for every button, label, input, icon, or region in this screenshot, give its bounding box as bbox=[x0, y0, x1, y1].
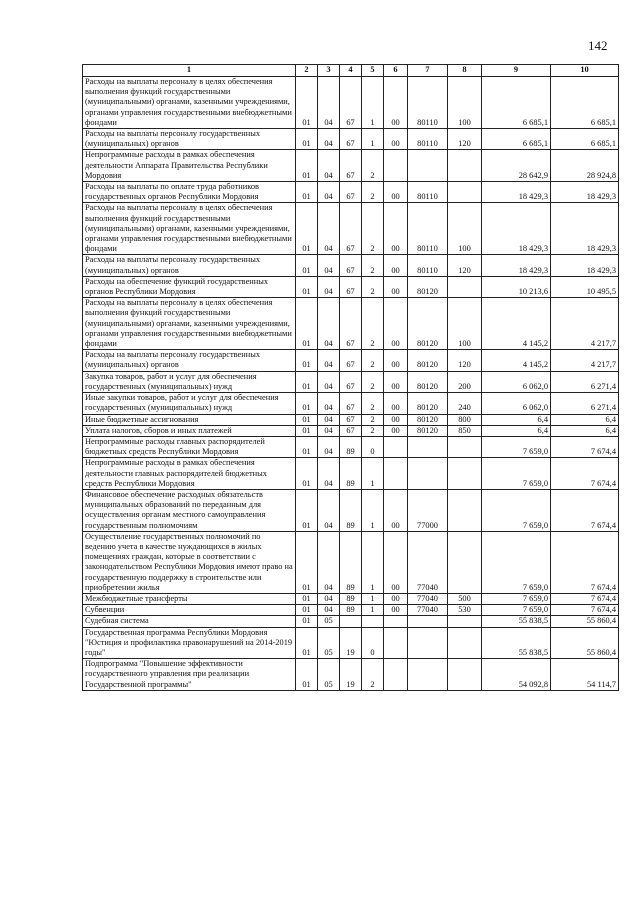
code-cell: 01 bbox=[296, 77, 318, 129]
amount-cell: 7 659,0 bbox=[482, 489, 551, 531]
table-row bbox=[83, 255, 619, 276]
code-cell: 01 bbox=[296, 276, 318, 297]
code-cell: 240 bbox=[448, 393, 482, 414]
code-cell: 77040 bbox=[408, 605, 448, 616]
code-cell: 01 bbox=[296, 371, 318, 392]
code-cell bbox=[448, 659, 482, 691]
row-name-cell: Судебная система bbox=[83, 616, 296, 627]
row-name-cell: Иные закупки товаров, работ и услуг для обеспечения государственных (муниципальных) нужд bbox=[83, 393, 296, 414]
code-cell bbox=[408, 627, 448, 659]
amount-cell: 6 685,1 bbox=[551, 77, 619, 129]
code-cell bbox=[362, 616, 384, 627]
table-row bbox=[83, 593, 619, 604]
code-cell: 04 bbox=[318, 129, 340, 150]
table-row bbox=[83, 436, 619, 457]
code-cell: 01 bbox=[296, 393, 318, 414]
code-cell: 67 bbox=[340, 350, 362, 371]
amount-cell: 54 114,7 bbox=[551, 659, 619, 691]
amount-cell: 7 674,4 bbox=[551, 593, 619, 604]
code-cell: 80110 bbox=[408, 129, 448, 150]
code-cell: 800 bbox=[448, 414, 482, 425]
code-cell: 04 bbox=[318, 276, 340, 297]
code-cell: 2 bbox=[362, 393, 384, 414]
code-cell: 2 bbox=[362, 414, 384, 425]
code-cell: 01 bbox=[296, 414, 318, 425]
code-cell bbox=[448, 531, 482, 593]
amount-cell: 10 213,6 bbox=[482, 276, 551, 297]
table-row bbox=[83, 276, 619, 297]
code-cell: 120 bbox=[448, 129, 482, 150]
code-cell: 05 bbox=[318, 659, 340, 691]
row-name-cell: Закупка товаров, работ и услуг для обеспечения государственных (муниципальных) нужд bbox=[83, 371, 296, 392]
amount-cell: 6,4 bbox=[551, 425, 619, 436]
row-name-cell: Непрограммные расходы в рамках обеспечения деятельности Аппарата Правительства Республики Мордовия bbox=[83, 150, 296, 182]
row-name-cell: Субвенции bbox=[83, 605, 296, 616]
code-cell: 77000 bbox=[408, 489, 448, 531]
code-cell bbox=[384, 458, 408, 490]
code-cell: 00 bbox=[384, 203, 408, 255]
table-row bbox=[83, 182, 619, 203]
code-cell: 67 bbox=[340, 425, 362, 436]
table-row bbox=[83, 616, 619, 627]
code-cell: 04 bbox=[318, 531, 340, 593]
code-cell: 01 bbox=[296, 616, 318, 627]
amount-cell: 18 429,3 bbox=[482, 203, 551, 255]
code-cell: 530 bbox=[448, 605, 482, 616]
code-cell: 05 bbox=[318, 616, 340, 627]
code-cell: 04 bbox=[318, 150, 340, 182]
code-cell: 67 bbox=[340, 129, 362, 150]
code-cell: 80110 bbox=[408, 203, 448, 255]
code-cell bbox=[408, 150, 448, 182]
table-row bbox=[83, 458, 619, 490]
column-header: 5 bbox=[362, 65, 384, 77]
code-cell bbox=[408, 616, 448, 627]
code-cell: 19 bbox=[340, 659, 362, 691]
code-cell bbox=[384, 627, 408, 659]
code-cell: 01 bbox=[296, 605, 318, 616]
row-name-cell: Расходы на выплаты персоналу в целях обеспечения выполнения функций государственными (муниципальными) органами, казенными учреждениями, органами управления государственными внебюджетными фондами bbox=[83, 77, 296, 129]
code-cell bbox=[384, 150, 408, 182]
amount-cell: 6 685,1 bbox=[482, 77, 551, 129]
code-cell bbox=[448, 182, 482, 203]
code-cell bbox=[448, 458, 482, 490]
amount-cell: 18 429,3 bbox=[482, 182, 551, 203]
row-name-cell: Расходы на выплаты по оплате труда работников государственных органов Республики Мордовия bbox=[83, 182, 296, 203]
code-cell: 80120 bbox=[408, 350, 448, 371]
amount-cell: 6 271,4 bbox=[551, 371, 619, 392]
code-cell: 100 bbox=[448, 298, 482, 350]
table-row bbox=[83, 531, 619, 593]
row-name-cell: Подпрограмма "Повышение эффективности государственного управления при реализации Государственной программы" bbox=[83, 659, 296, 691]
code-cell: 2 bbox=[362, 298, 384, 350]
column-header: 7 bbox=[408, 65, 448, 77]
code-cell: 04 bbox=[318, 203, 340, 255]
code-cell: 120 bbox=[448, 350, 482, 371]
code-cell: 2 bbox=[362, 276, 384, 297]
row-name-cell: Финансовое обеспечение расходных обязательств муниципальных образований по переданным для осуществления органам местного самоуправления государственным полномочиям bbox=[83, 489, 296, 531]
amount-cell: 7 674,4 bbox=[551, 458, 619, 490]
code-cell: 80110 bbox=[408, 182, 448, 203]
amount-cell: 6,4 bbox=[482, 414, 551, 425]
table-row bbox=[83, 627, 619, 659]
code-cell: 89 bbox=[340, 531, 362, 593]
column-header: 9 bbox=[482, 65, 551, 77]
code-cell bbox=[448, 627, 482, 659]
code-cell bbox=[384, 616, 408, 627]
code-cell: 2 bbox=[362, 255, 384, 276]
code-cell: 1 bbox=[362, 593, 384, 604]
table-body bbox=[83, 77, 619, 691]
amount-cell: 7 659,0 bbox=[482, 458, 551, 490]
amount-cell: 4 145,2 bbox=[482, 298, 551, 350]
row-name-cell: Непрограммные расходы в рамках обеспечения деятельности главных распорядителей бюджетных средств Республики Мордовия bbox=[83, 458, 296, 490]
code-cell: 04 bbox=[318, 298, 340, 350]
code-cell: 80120 bbox=[408, 371, 448, 392]
code-cell: 67 bbox=[340, 203, 362, 255]
row-name-cell: Межбюджетные трансферты bbox=[83, 593, 296, 604]
code-cell: 67 bbox=[340, 150, 362, 182]
amount-cell: 18 429,3 bbox=[551, 255, 619, 276]
row-name-cell: Уплата налогов, сборов и иных платежей bbox=[83, 425, 296, 436]
code-cell: 100 bbox=[448, 203, 482, 255]
code-cell: 1 bbox=[362, 129, 384, 150]
code-cell: 89 bbox=[340, 458, 362, 490]
table-row bbox=[83, 129, 619, 150]
table-row bbox=[83, 414, 619, 425]
code-cell: 2 bbox=[362, 150, 384, 182]
code-cell: 04 bbox=[318, 77, 340, 129]
code-cell: 01 bbox=[296, 182, 318, 203]
row-name-cell: Расходы на выплаты персоналу государственных (муниципальных) органов bbox=[83, 350, 296, 371]
code-cell: 01 bbox=[296, 627, 318, 659]
row-name-cell: Непрограммные расходы главных распорядителей бюджетных средств Республики Мордовия bbox=[83, 436, 296, 457]
amount-cell: 6 271,4 bbox=[551, 393, 619, 414]
code-cell: 00 bbox=[384, 393, 408, 414]
code-cell: 2 bbox=[362, 371, 384, 392]
column-header: 3 bbox=[318, 65, 340, 77]
code-cell: 2 bbox=[362, 659, 384, 691]
amount-cell: 55 838,5 bbox=[482, 627, 551, 659]
column-header: 6 bbox=[384, 65, 408, 77]
code-cell: 80120 bbox=[408, 425, 448, 436]
code-cell: 04 bbox=[318, 425, 340, 436]
code-cell: 500 bbox=[448, 593, 482, 604]
row-name-cell: Расходы на обеспечение функций государственных органов Республики Мордовия bbox=[83, 276, 296, 297]
code-cell: 00 bbox=[384, 182, 408, 203]
code-cell: 80110 bbox=[408, 77, 448, 129]
amount-cell: 6,4 bbox=[551, 414, 619, 425]
table-row bbox=[83, 350, 619, 371]
code-cell: 01 bbox=[296, 203, 318, 255]
code-cell: 04 bbox=[318, 489, 340, 531]
code-cell: 01 bbox=[296, 458, 318, 490]
code-cell: 80110 bbox=[408, 255, 448, 276]
code-cell: 2 bbox=[362, 182, 384, 203]
code-cell: 2 bbox=[362, 203, 384, 255]
code-cell: 2 bbox=[362, 425, 384, 436]
amount-cell: 54 092,8 bbox=[482, 659, 551, 691]
budget-table bbox=[82, 64, 619, 691]
amount-cell: 6,4 bbox=[482, 425, 551, 436]
amount-cell: 7 674,4 bbox=[551, 489, 619, 531]
code-cell: 100 bbox=[448, 77, 482, 129]
code-cell bbox=[408, 659, 448, 691]
code-cell: 67 bbox=[340, 393, 362, 414]
amount-cell: 18 429,3 bbox=[482, 255, 551, 276]
amount-cell: 18 429,3 bbox=[551, 182, 619, 203]
table-row bbox=[83, 203, 619, 255]
row-name-cell: Расходы на выплаты персоналу в целях обеспечения выполнения функций государственными (муниципальными) органами, казенными учреждениями, органами управления государственными внебюджетными фондами bbox=[83, 298, 296, 350]
code-cell: 00 bbox=[384, 531, 408, 593]
code-cell: 04 bbox=[318, 593, 340, 604]
code-cell: 2 bbox=[362, 350, 384, 371]
code-cell bbox=[384, 659, 408, 691]
row-name-cell: Государственная программа Республики Мордовия "Юстиция и профилактика правонарушений на 2014-2019 годы" bbox=[83, 627, 296, 659]
code-cell: 00 bbox=[384, 593, 408, 604]
amount-cell: 28 642,9 bbox=[482, 150, 551, 182]
code-cell: 00 bbox=[384, 77, 408, 129]
amount-cell: 7 659,0 bbox=[482, 531, 551, 593]
amount-cell: 55 860,4 bbox=[551, 616, 619, 627]
code-cell: 00 bbox=[384, 605, 408, 616]
code-cell: 01 bbox=[296, 255, 318, 276]
code-cell: 80120 bbox=[408, 298, 448, 350]
amount-cell: 28 924,8 bbox=[551, 150, 619, 182]
row-name-cell: Расходы на выплаты персоналу государственных (муниципальных) органов bbox=[83, 255, 296, 276]
code-cell: 1 bbox=[362, 605, 384, 616]
code-cell bbox=[448, 436, 482, 457]
table-row bbox=[83, 393, 619, 414]
code-cell bbox=[408, 458, 448, 490]
code-cell: 00 bbox=[384, 489, 408, 531]
code-cell: 0 bbox=[362, 436, 384, 457]
amount-cell: 6 685,1 bbox=[482, 129, 551, 150]
code-cell: 00 bbox=[384, 276, 408, 297]
code-cell: 0 bbox=[362, 627, 384, 659]
amount-cell: 7 659,0 bbox=[482, 593, 551, 604]
code-cell: 00 bbox=[384, 350, 408, 371]
column-header: 4 bbox=[340, 65, 362, 77]
amount-cell: 55 838,5 bbox=[482, 616, 551, 627]
amount-cell: 10 495,5 bbox=[551, 276, 619, 297]
table-row bbox=[83, 489, 619, 531]
code-cell: 67 bbox=[340, 255, 362, 276]
code-cell: 01 bbox=[296, 489, 318, 531]
row-name-cell: Расходы на выплаты персоналу государственных (муниципальных) органов bbox=[83, 129, 296, 150]
code-cell: 01 bbox=[296, 593, 318, 604]
code-cell: 04 bbox=[318, 371, 340, 392]
code-cell: 67 bbox=[340, 414, 362, 425]
code-cell: 04 bbox=[318, 605, 340, 616]
code-cell: 80120 bbox=[408, 276, 448, 297]
amount-cell: 7 674,4 bbox=[551, 436, 619, 457]
code-cell: 05 bbox=[318, 627, 340, 659]
code-cell: 04 bbox=[318, 350, 340, 371]
amount-cell: 18 429,3 bbox=[551, 203, 619, 255]
code-cell: 80120 bbox=[408, 393, 448, 414]
code-cell: 00 bbox=[384, 298, 408, 350]
row-name-cell: Иные бюджетные ассигнования bbox=[83, 414, 296, 425]
amount-cell: 7 674,4 bbox=[551, 605, 619, 616]
code-cell: 04 bbox=[318, 393, 340, 414]
code-cell: 1 bbox=[362, 489, 384, 531]
code-cell: 04 bbox=[318, 436, 340, 457]
amount-cell: 55 860,4 bbox=[551, 627, 619, 659]
code-cell: 04 bbox=[318, 458, 340, 490]
amount-cell: 4 145,2 bbox=[482, 350, 551, 371]
code-cell: 04 bbox=[318, 414, 340, 425]
code-cell: 00 bbox=[384, 129, 408, 150]
code-cell: 89 bbox=[340, 489, 362, 531]
code-cell: 850 bbox=[448, 425, 482, 436]
code-cell: 1 bbox=[362, 458, 384, 490]
column-header: 8 bbox=[448, 65, 482, 77]
amount-cell: 7 659,0 bbox=[482, 436, 551, 457]
table-row bbox=[83, 298, 619, 350]
amount-cell: 6 685,1 bbox=[551, 129, 619, 150]
column-header: 10 bbox=[551, 65, 619, 77]
code-cell: 77040 bbox=[408, 531, 448, 593]
table-row bbox=[83, 605, 619, 616]
table-row bbox=[83, 150, 619, 182]
column-header: 2 bbox=[296, 65, 318, 77]
table-row bbox=[83, 659, 619, 691]
code-cell: 01 bbox=[296, 298, 318, 350]
code-cell bbox=[340, 616, 362, 627]
code-cell: 00 bbox=[384, 371, 408, 392]
amount-cell: 6 062,0 bbox=[482, 371, 551, 392]
code-cell: 1 bbox=[362, 77, 384, 129]
code-cell: 67 bbox=[340, 182, 362, 203]
code-cell: 00 bbox=[384, 255, 408, 276]
code-cell: 1 bbox=[362, 531, 384, 593]
code-cell: 01 bbox=[296, 150, 318, 182]
table-header bbox=[83, 65, 619, 77]
amount-cell: 6 062,0 bbox=[482, 393, 551, 414]
code-cell: 67 bbox=[340, 77, 362, 129]
code-cell: 01 bbox=[296, 129, 318, 150]
code-cell: 120 bbox=[448, 255, 482, 276]
code-cell: 01 bbox=[296, 350, 318, 371]
code-cell: 00 bbox=[384, 414, 408, 425]
code-cell bbox=[408, 436, 448, 457]
code-cell: 67 bbox=[340, 276, 362, 297]
code-cell: 01 bbox=[296, 425, 318, 436]
code-cell: 01 bbox=[296, 531, 318, 593]
code-cell: 04 bbox=[318, 255, 340, 276]
page-number: 142 bbox=[588, 38, 608, 53]
code-cell: 89 bbox=[340, 436, 362, 457]
amount-cell: 7 659,0 bbox=[482, 605, 551, 616]
column-header: 1 bbox=[83, 65, 296, 77]
code-cell: 77040 bbox=[408, 593, 448, 604]
code-cell: 19 bbox=[340, 627, 362, 659]
code-cell: 00 bbox=[384, 425, 408, 436]
amount-cell: 4 217,7 bbox=[551, 350, 619, 371]
code-cell: 80120 bbox=[408, 414, 448, 425]
row-name-cell: Осуществление государственных полномочий по ведению учета в качестве нуждающихся в жилых помещениях граждан, которые в соответствии с законодательством Республики Мордовия имеют право на государственную поддержку в строительстве или приобретении жилья bbox=[83, 531, 296, 593]
table-row bbox=[83, 425, 619, 436]
code-cell bbox=[448, 489, 482, 531]
code-cell: 01 bbox=[296, 659, 318, 691]
amount-cell: 4 217,7 bbox=[551, 298, 619, 350]
code-cell bbox=[448, 276, 482, 297]
code-cell: 89 bbox=[340, 605, 362, 616]
code-cell: 200 bbox=[448, 371, 482, 392]
code-cell: 67 bbox=[340, 298, 362, 350]
code-cell: 01 bbox=[296, 436, 318, 457]
code-cell: 89 bbox=[340, 593, 362, 604]
code-cell: 04 bbox=[318, 182, 340, 203]
table-row bbox=[83, 371, 619, 392]
table-row bbox=[83, 77, 619, 129]
code-cell bbox=[384, 436, 408, 457]
code-cell bbox=[448, 150, 482, 182]
row-name-cell: Расходы на выплаты персоналу в целях обеспечения выполнения функций государственными (муниципальными) органами, казенными учреждениями, органами управления государственными внебюджетными фондами bbox=[83, 203, 296, 255]
code-cell bbox=[448, 616, 482, 627]
amount-cell: 7 674,4 bbox=[551, 531, 619, 593]
code-cell: 67 bbox=[340, 371, 362, 392]
